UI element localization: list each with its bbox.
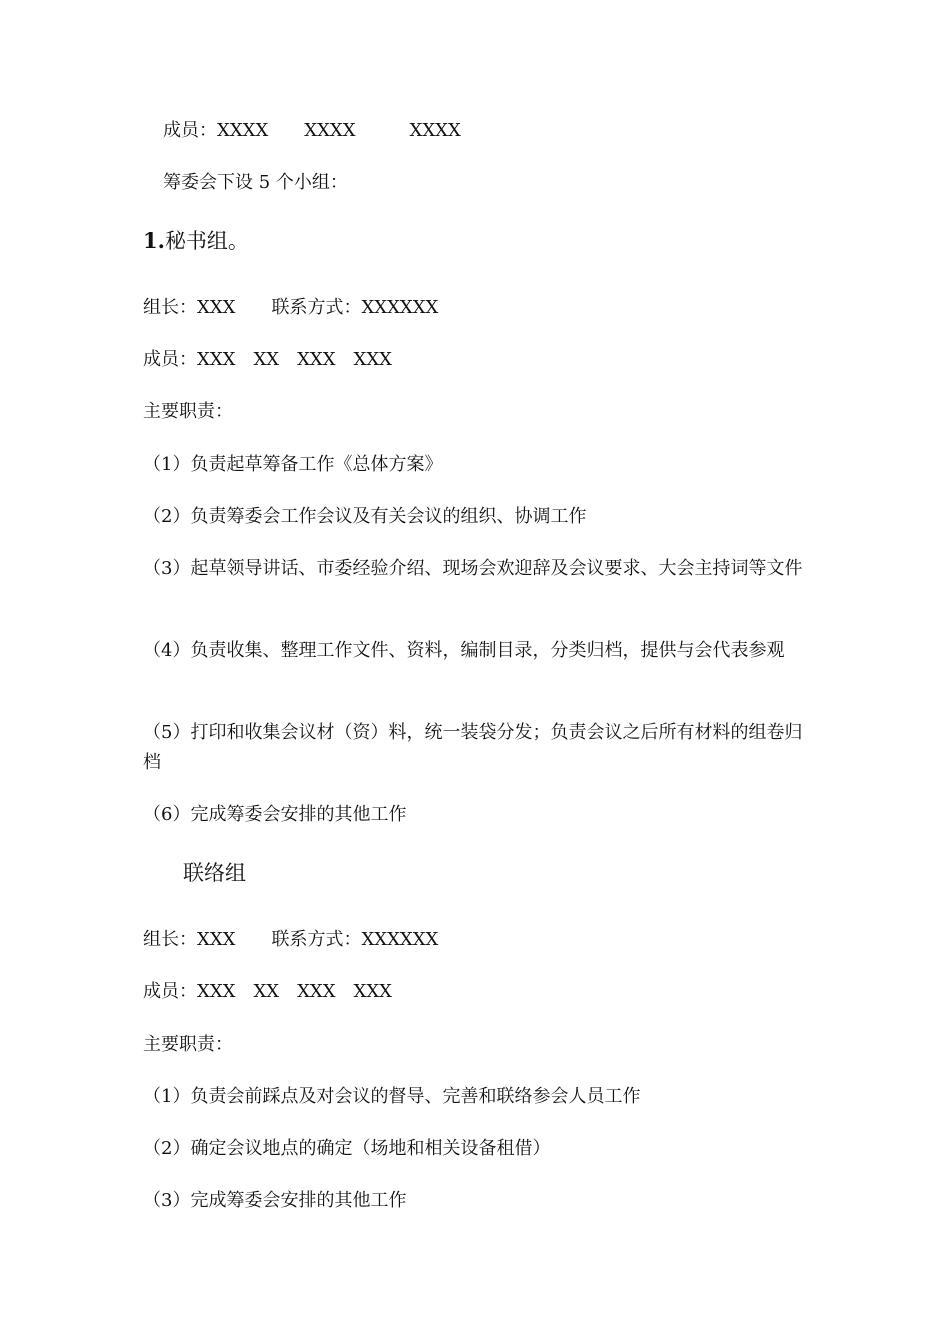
group1-duty-item: （1）负责起草筹备工作《总体方案》 (143, 454, 443, 475)
group1-number: 1. (143, 228, 165, 253)
group2-duty-item: （3）完成筹委会安排的其他工作 (143, 1190, 407, 1211)
group1-duty-item: （5）打印和收集会议材（资）料，统一装袋分发；负责会议之后所有材料的组卷归档 (143, 722, 803, 773)
group2-duties-label: 主要职责： (143, 1034, 233, 1055)
group1-duty-item: （3）起草领导讲话、市委经验介绍、现场会欢迎辞及会议要求、大会主持词等文件 (143, 558, 803, 579)
group1-leader: 组长：XXX 联系方式：XXXXXX (143, 297, 439, 318)
group1-duty-item: （2）负责筹委会工作会议及有关会议的组织、协调工作 (143, 506, 587, 527)
members-line: 成员：XXXX XXXX XXXX (163, 120, 461, 141)
group1-duties-label: 主要职责： (143, 401, 233, 422)
group2-duty-item: （2）确定会议地点的确定（场地和相关设备租借） (143, 1138, 551, 1159)
group1-title: 秘书组。 (164, 229, 249, 253)
group1-duty-item: （4）负责收集、整理工作文件、资料，编制目录，分类归档，提供与会代表参观 (143, 640, 785, 661)
group1-heading (143, 226, 249, 256)
group1-duty-item: （6）完成筹委会安排的其他工作 (143, 804, 407, 825)
group2-leader: 组长：XXX 联系方式：XXXXXX (143, 929, 439, 950)
subgroups-intro: 筹委会下设 5 个小组： (163, 172, 348, 193)
group2-title: 联络组 (183, 861, 246, 885)
group1-members: 成员：XXX XX XXX XXX (143, 349, 392, 370)
group2-members: 成员：XXX XX XXX XXX (143, 981, 392, 1002)
group2-duty-item: （1）负责会前踩点及对会议的督导、完善和联络参会人员工作 (143, 1086, 641, 1107)
